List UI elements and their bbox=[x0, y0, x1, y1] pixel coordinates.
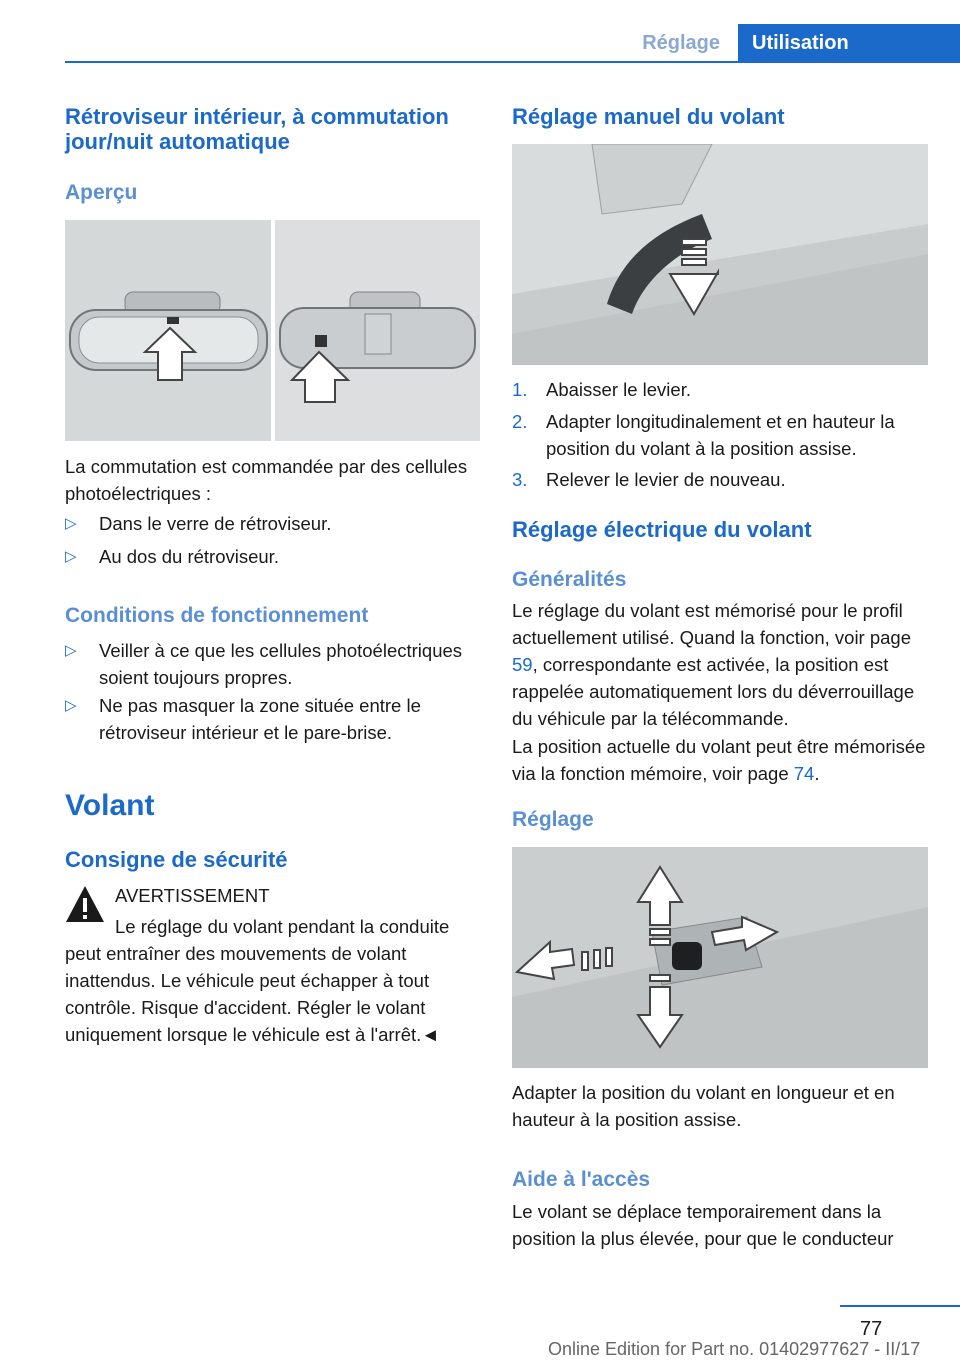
heading-manual: Réglage manuel du volant bbox=[512, 104, 785, 129]
heading-access: Aide à l'accès bbox=[512, 1168, 651, 1191]
mirror-drawing bbox=[65, 220, 480, 441]
bullet-text: Dans le verre de rétroviseur. bbox=[99, 513, 332, 534]
memory-text-a: La position actuelle du volant peut être mémorisée via la fonction mémoire, voir page bbox=[512, 736, 926, 784]
bullet-item bbox=[65, 510, 483, 537]
triangle-bullet-icon: ▷ bbox=[65, 515, 77, 532]
heading-electric: Réglage électrique du volant bbox=[512, 517, 812, 542]
page-59-link[interactable]: 59 bbox=[512, 654, 533, 675]
step-number: 2. bbox=[512, 411, 528, 432]
footer-edition: Online Edition for Part no. 01402977627 - II/17 bbox=[548, 1339, 921, 1359]
bullet-item bbox=[65, 692, 483, 746]
step-text: Adapter longitudinalement et en hauteur la position du volant à la position assise. bbox=[546, 411, 895, 459]
triangle-bullet-icon: ▷ bbox=[65, 697, 77, 714]
step-item bbox=[512, 466, 932, 493]
warning-text: Le réglage du volant pendant la conduite peut entraîner des mouvements de volant inattendus. Le véhicule peut échapper à tout contrôle. Risque d'accident. Régler le volant uniquement lorsque le véhicule est à l'arrêt.◄ bbox=[65, 916, 450, 1045]
heading-conditions: Conditions de fonctionnement bbox=[65, 604, 369, 627]
page-74-link[interactable]: 74 bbox=[793, 763, 815, 784]
heading-general: Généralités bbox=[512, 568, 627, 591]
step-item bbox=[512, 376, 932, 403]
lever-drawing bbox=[512, 144, 928, 365]
step-number: 3. bbox=[512, 469, 528, 490]
memory-text bbox=[512, 733, 932, 787]
warning-title: AVERTISSEMENT bbox=[115, 885, 270, 906]
memory-text-b: . bbox=[814, 763, 820, 784]
bullet-item bbox=[65, 637, 483, 691]
heading-overview: Aperçu bbox=[65, 181, 138, 204]
heading-reglage: Réglage bbox=[512, 808, 594, 831]
adjust-switch-illustration bbox=[512, 847, 928, 1068]
header-tab-utilisation[interactable]: Utilisation bbox=[738, 24, 960, 63]
step-text: Abaisser le levier. bbox=[546, 379, 691, 400]
access-text: Le volant se déplace temporairement dans la position la plus élevée, pour que le conducteur bbox=[512, 1201, 894, 1249]
heading-volant: Volant bbox=[65, 789, 155, 822]
step-item bbox=[512, 408, 932, 462]
bullet-text: Au dos du rétroviseur. bbox=[99, 546, 279, 567]
heading-safety: Consigne de sécurité bbox=[65, 847, 288, 872]
adjust-switch-drawing bbox=[512, 847, 928, 1068]
page-number: 77 bbox=[860, 1318, 883, 1340]
step-text: Relever le levier de nouveau. bbox=[546, 469, 786, 490]
general-text-b: , correspondante est activée, la position est rappelée automatiquement lors du déverrouillage du véhicule par la télécommande. bbox=[512, 654, 915, 729]
general-text bbox=[512, 597, 932, 732]
step-number: 1. bbox=[512, 379, 528, 400]
mirror-illustration bbox=[65, 220, 480, 441]
triangle-bullet-icon: ▷ bbox=[65, 642, 77, 659]
heading-mirror: Rétroviseur intérieur, à commutation jour/nuit automatique bbox=[65, 104, 449, 154]
mirror-intro-text: La commutation est commandée par des cellules photoélectriques : bbox=[65, 456, 468, 504]
bullet-text: Veiller à ce que les cellules photoélectriques soient toujours propres. bbox=[99, 640, 463, 688]
header-tab-reglage[interactable]: Réglage bbox=[642, 32, 720, 54]
bullet-text: Ne pas masquer la zone située entre le rétroviseur intérieur et le pare-brise. bbox=[99, 695, 421, 743]
bullet-item bbox=[65, 543, 483, 570]
triangle-bullet-icon: ▷ bbox=[65, 548, 77, 565]
footer-rule bbox=[840, 1305, 960, 1307]
right-column bbox=[512, 0, 932, 1362]
general-text-a: Le réglage du volant est mémorisé pour le profil actuellement utilisé. Quand la fonction, voir page bbox=[512, 600, 912, 648]
lever-illustration bbox=[512, 144, 928, 365]
adjust-text: Adapter la position du volant en longueur et en hauteur à la position assise. bbox=[512, 1082, 895, 1130]
left-column bbox=[65, 0, 483, 1362]
